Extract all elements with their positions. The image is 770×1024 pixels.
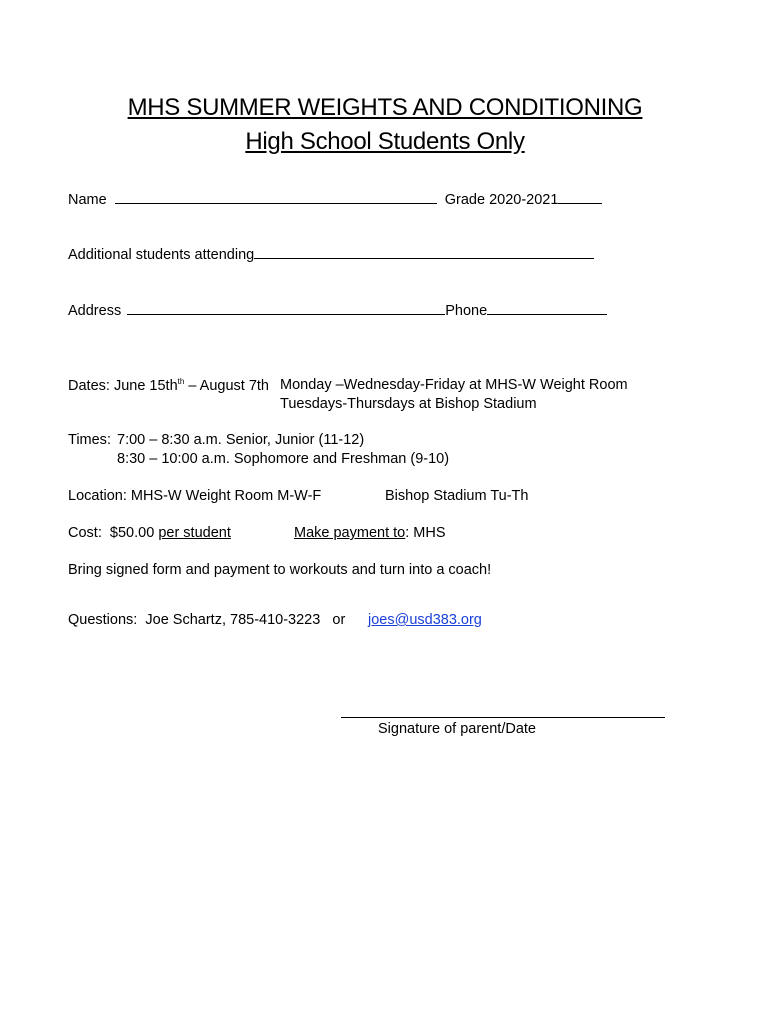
location-label: Location: MHS-W Weight Room bbox=[68, 488, 274, 504]
document-subtitle: High School Students Only bbox=[245, 128, 525, 155]
phone-field[interactable] bbox=[487, 302, 607, 315]
grade-year: 2020-2021 bbox=[489, 192, 559, 208]
address-row bbox=[68, 302, 607, 319]
address-label: Address bbox=[68, 303, 122, 319]
cost-row: Cost: $50.00 per student bbox=[68, 525, 231, 541]
dates-label: Dates bbox=[68, 377, 106, 394]
times-label: Times bbox=[68, 432, 107, 448]
time-slot-1: 7:00 – 8:30 a.m. Senior, Junior (11-12) bbox=[117, 432, 365, 448]
payment-label: Make payment to bbox=[294, 525, 406, 541]
address-field[interactable] bbox=[127, 302, 445, 315]
dates-row: Dates: June $15th^{th}$ – August 7th bbox=[68, 377, 269, 394]
phone-label: Phone bbox=[445, 303, 488, 319]
schedule-1: Monday –Wednesday-Friday at MHS-W Weight Room bbox=[280, 377, 628, 393]
cost-amount: $50.00 bbox=[109, 525, 155, 541]
additional-label: Additional students attending bbox=[68, 247, 255, 263]
instructions: Bring signed form and payment to workouts and turn into a coach! bbox=[68, 562, 492, 578]
additional-field[interactable] bbox=[254, 246, 594, 259]
times-row: Times: bbox=[68, 432, 111, 448]
schedule-2: Tuesdays-Thursdays at Bishop Stadium bbox=[280, 396, 537, 412]
questions-contact: Joe Schartz, 785-410-3223 bbox=[145, 612, 321, 628]
dates-start: June 15th bbox=[113, 377, 178, 394]
name-label: Name bbox=[68, 192, 107, 208]
document-title: MHS SUMMER WEIGHTS AND CONDITIONING bbox=[127, 94, 643, 121]
grade-label: Grade bbox=[444, 192, 486, 208]
location-days-1: M-W-F bbox=[277, 488, 322, 504]
location-place-2: Bishop Stadium bbox=[385, 488, 487, 504]
dates-start-sup: th bbox=[177, 377, 185, 386]
cost-per: per student bbox=[158, 525, 231, 541]
signature-line[interactable] bbox=[341, 717, 665, 718]
payment-to: MHS bbox=[413, 525, 446, 541]
grade-field[interactable] bbox=[558, 191, 602, 204]
time-slot-2: 8:30 – 10:00 a.m. Sophomore and Freshman (9-10) bbox=[117, 451, 450, 467]
location-row-2 bbox=[385, 488, 528, 504]
name-row bbox=[68, 191, 602, 208]
name-field[interactable] bbox=[115, 191, 437, 204]
email-link[interactable]: joes@usd383.org bbox=[368, 612, 482, 628]
payment-row: Make payment to: MHS bbox=[294, 525, 446, 541]
questions-row bbox=[68, 612, 345, 628]
location-days-2: Tu-Th bbox=[490, 488, 529, 504]
questions-label: Questions: bbox=[68, 612, 138, 628]
signature-label: Signature of parent/Date bbox=[378, 721, 536, 737]
location-row bbox=[68, 488, 321, 504]
cost-label: Cost bbox=[68, 525, 98, 541]
dates-end: – August 7th bbox=[188, 377, 269, 394]
questions-or: or bbox=[332, 612, 346, 628]
additional-row bbox=[68, 246, 594, 263]
